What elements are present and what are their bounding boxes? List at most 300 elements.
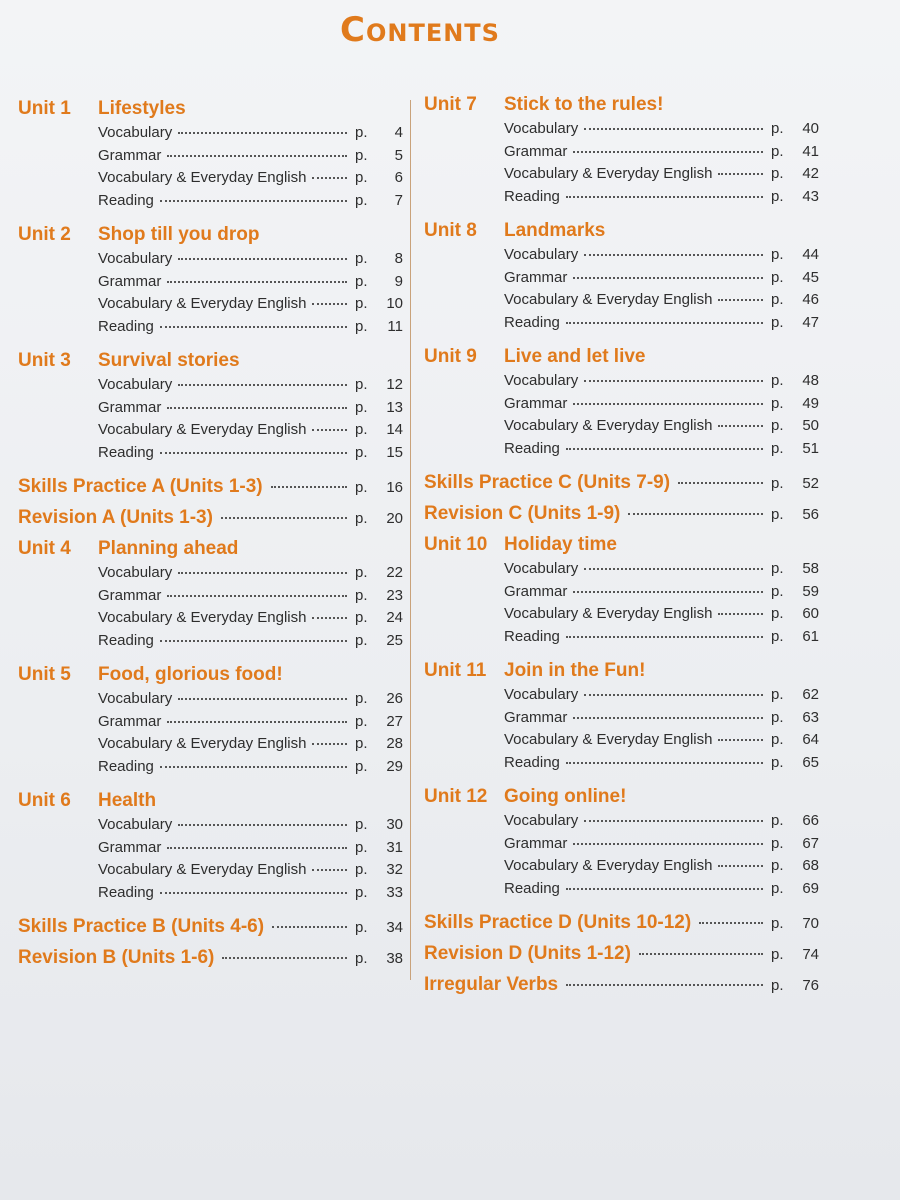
page-prefix: p. xyxy=(771,879,784,897)
unit-heading xyxy=(18,350,403,376)
toc-entry xyxy=(18,250,403,273)
page-number: 5 xyxy=(394,146,403,164)
toc-entry xyxy=(18,399,403,422)
page-number: 67 xyxy=(802,834,819,852)
toc-entry-label: Grammar xyxy=(504,834,568,852)
unit-title: Food, glorious food! xyxy=(98,664,283,685)
page-prefix: p. xyxy=(355,443,368,461)
toc-entry xyxy=(424,269,819,292)
dot-leader xyxy=(178,824,347,826)
dot-leader xyxy=(160,326,347,328)
toc-section-label: Irregular Verbs xyxy=(424,974,559,995)
page-number: 56 xyxy=(802,506,819,523)
page-prefix: p. xyxy=(355,317,368,335)
toc-entry-label: Vocabulary & Everyday English xyxy=(98,169,307,186)
page-prefix: p. xyxy=(355,690,368,707)
page-prefix: p. xyxy=(771,313,784,331)
dot-leader xyxy=(178,258,347,260)
toc-entry-label: Vocabulary & Everyday English xyxy=(504,605,713,622)
unit-number: Unit 4 xyxy=(18,538,71,559)
toc-entry xyxy=(18,861,403,884)
page-number: 29 xyxy=(386,757,403,775)
page-number: 58 xyxy=(802,560,819,577)
toc-entry-label: Reading xyxy=(98,191,154,209)
page-prefix: p. xyxy=(355,272,368,290)
toc-entry-label: Grammar xyxy=(504,142,568,160)
toc-section-label: Revision B (Units 1-6) xyxy=(18,947,215,968)
toc-section-label: Revision C (Units 1-9) xyxy=(424,503,621,524)
page-number: 10 xyxy=(386,295,403,312)
unit-heading xyxy=(424,220,819,246)
toc-entry-label: Vocabulary & Everyday English xyxy=(504,291,713,308)
unit-section xyxy=(18,538,403,654)
toc-entry-label: Vocabulary & Everyday English xyxy=(98,421,307,438)
toc-entry-label: Grammar xyxy=(98,146,162,164)
toc-entry-label: Grammar xyxy=(504,268,568,286)
dot-leader xyxy=(584,128,763,130)
dot-leader xyxy=(639,953,763,955)
unit-section xyxy=(424,94,819,210)
toc-entry-label: Vocabulary xyxy=(98,564,173,581)
toc-entry xyxy=(18,690,403,713)
unit-heading xyxy=(424,786,819,812)
page-number: 42 xyxy=(802,165,819,182)
toc-entry-label: Grammar xyxy=(98,712,162,730)
page-number: 65 xyxy=(802,753,819,771)
dot-leader xyxy=(566,196,763,198)
toc-entry-label: Vocabulary & Everyday English xyxy=(98,735,307,752)
toc-entry xyxy=(18,376,403,399)
unit-title: Holiday time xyxy=(504,534,617,555)
page-number: 62 xyxy=(802,686,819,703)
dot-leader xyxy=(222,957,347,959)
unit-heading xyxy=(424,346,819,372)
unit-number: Unit 6 xyxy=(18,790,71,811)
toc-entry-label: Grammar xyxy=(98,272,162,290)
page-prefix: p. xyxy=(771,731,784,748)
toc-entry xyxy=(18,421,403,444)
unit-title: Join in the Fun! xyxy=(504,660,646,681)
toc-entry xyxy=(18,147,403,170)
toc-entry xyxy=(424,246,819,269)
unit-title: Health xyxy=(98,790,157,811)
toc-entry xyxy=(18,273,403,296)
dot-leader xyxy=(312,303,347,305)
dot-leader xyxy=(718,865,763,867)
toc-entry-label: Vocabulary xyxy=(98,250,173,267)
unit-section xyxy=(424,534,819,650)
dot-leader xyxy=(167,155,347,157)
page-prefix: p. xyxy=(771,708,784,726)
page-prefix: p. xyxy=(771,753,784,771)
page-prefix: p. xyxy=(771,627,784,645)
page-number: 30 xyxy=(386,816,403,833)
toc-entry-label: Reading xyxy=(504,627,560,645)
unit-title: Planning ahead xyxy=(98,538,239,559)
toc-entry xyxy=(18,444,403,467)
page-number: 60 xyxy=(802,605,819,622)
dot-leader xyxy=(160,640,347,642)
page-prefix: p. xyxy=(355,295,368,312)
page-number: 7 xyxy=(394,191,403,209)
dot-leader xyxy=(718,425,763,427)
dot-leader xyxy=(584,380,763,382)
page-prefix: p. xyxy=(355,510,368,527)
toc-entry xyxy=(424,314,819,337)
toc-entry-label: Vocabulary & Everyday English xyxy=(504,417,713,434)
toc-entry-label: Vocabulary xyxy=(98,376,173,393)
page-number: 8 xyxy=(394,250,403,267)
unit-heading xyxy=(18,790,403,816)
page-prefix: p. xyxy=(771,291,784,308)
toc-entry xyxy=(424,628,819,651)
page-number: 66 xyxy=(802,812,819,829)
unit-section xyxy=(424,346,819,462)
dot-leader xyxy=(167,847,347,849)
dot-leader xyxy=(566,762,763,764)
page-title: Contents xyxy=(340,10,500,50)
dot-leader xyxy=(566,636,763,638)
page-prefix: p. xyxy=(771,268,784,286)
page-prefix: p. xyxy=(355,191,368,209)
toc-entry-label: Vocabulary & Everyday English xyxy=(98,609,307,626)
toc-entry-label: Reading xyxy=(504,439,560,457)
page-prefix: p. xyxy=(771,915,784,932)
toc-entry-label: Grammar xyxy=(504,582,568,600)
unit-heading xyxy=(18,98,403,124)
dot-leader xyxy=(160,452,347,454)
toc-entry-label: Vocabulary xyxy=(504,812,579,829)
page-prefix: p. xyxy=(355,124,368,141)
unit-section xyxy=(424,660,819,776)
dot-leader xyxy=(312,617,347,619)
page-number: 33 xyxy=(386,883,403,901)
page-number: 50 xyxy=(802,417,819,434)
toc-entry xyxy=(18,295,403,318)
unit-number: Unit 11 xyxy=(424,660,487,681)
page-prefix: p. xyxy=(355,586,368,604)
toc-section-label: Skills Practice A (Units 1-3) xyxy=(18,476,263,497)
page-prefix: p. xyxy=(771,582,784,600)
page-number: 26 xyxy=(386,690,403,707)
page-prefix: p. xyxy=(771,439,784,457)
dot-leader xyxy=(312,429,347,431)
dot-leader xyxy=(699,922,763,924)
toc-section-label: Skills Practice B (Units 4-6) xyxy=(18,916,265,937)
unit-heading xyxy=(18,538,403,564)
dot-leader xyxy=(584,820,763,822)
unit-section xyxy=(18,224,403,340)
page-number: 11 xyxy=(387,317,403,335)
page-prefix: p. xyxy=(355,250,368,267)
page-prefix: p. xyxy=(771,372,784,389)
toc-entry-label: Grammar xyxy=(504,708,568,726)
toc-entry xyxy=(18,816,403,839)
page-number: 41 xyxy=(802,142,819,160)
unit-heading xyxy=(18,224,403,250)
page-number: 16 xyxy=(386,479,403,496)
page-prefix: p. xyxy=(355,631,368,649)
unit-heading xyxy=(424,534,819,560)
page-prefix: p. xyxy=(355,712,368,730)
page-number: 13 xyxy=(386,398,403,416)
page-prefix: p. xyxy=(355,861,368,878)
page-prefix: p. xyxy=(771,165,784,182)
dot-leader xyxy=(221,517,347,519)
toc-entry xyxy=(18,587,403,610)
dot-leader xyxy=(160,766,347,768)
toc-entry-label: Reading xyxy=(504,313,560,331)
toc-entry xyxy=(424,709,819,732)
dot-leader xyxy=(584,254,763,256)
page-prefix: p. xyxy=(355,376,368,393)
page-prefix: p. xyxy=(355,838,368,856)
toc-entry xyxy=(18,192,403,215)
page-number: 15 xyxy=(386,443,403,461)
toc-entry-label: Vocabulary & Everyday English xyxy=(98,295,307,312)
toc-entry xyxy=(424,188,819,211)
toc-entry xyxy=(18,632,403,655)
page-prefix: p. xyxy=(355,883,368,901)
toc-entry xyxy=(424,560,819,583)
unit-title: Survival stories xyxy=(98,350,240,371)
dot-leader xyxy=(718,173,763,175)
contents-right-column xyxy=(424,94,819,1005)
dot-leader xyxy=(312,177,347,179)
toc-entry xyxy=(424,417,819,440)
dot-leader xyxy=(678,482,763,484)
page-number: 52 xyxy=(802,475,819,492)
unit-section xyxy=(424,220,819,336)
page-prefix: p. xyxy=(355,919,368,936)
toc-entry xyxy=(424,754,819,777)
page-number: 6 xyxy=(394,169,403,186)
page-prefix: p. xyxy=(771,977,784,994)
toc-entry xyxy=(424,120,819,143)
page-number: 22 xyxy=(386,564,403,581)
dot-leader xyxy=(573,403,763,405)
page-prefix: p. xyxy=(771,812,784,829)
dot-leader xyxy=(178,572,347,574)
page-number: 27 xyxy=(386,712,403,730)
dot-leader xyxy=(272,926,347,928)
toc-entry xyxy=(424,605,819,628)
dot-leader xyxy=(271,486,347,488)
unit-number: Unit 8 xyxy=(424,220,477,241)
toc-entry-label: Vocabulary xyxy=(504,686,579,703)
toc-entry xyxy=(18,609,403,632)
dot-leader xyxy=(628,513,763,515)
toc-entry-label: Vocabulary xyxy=(504,246,579,263)
unit-heading xyxy=(18,664,403,690)
toc-entry xyxy=(18,564,403,587)
page-number: 20 xyxy=(386,510,403,527)
unit-number: Unit 5 xyxy=(18,664,71,685)
page-prefix: p. xyxy=(355,479,368,496)
page-prefix: p. xyxy=(771,417,784,434)
toc-entry-label: Vocabulary xyxy=(504,120,579,137)
toc-entry xyxy=(424,857,819,880)
toc-entry xyxy=(18,318,403,341)
toc-entry xyxy=(424,583,819,606)
page-prefix: p. xyxy=(771,834,784,852)
page-number: 4 xyxy=(394,124,403,141)
page-prefix: p. xyxy=(355,421,368,438)
page-prefix: p. xyxy=(771,142,784,160)
page-prefix: p. xyxy=(771,187,784,205)
toc-section-entry xyxy=(424,472,819,503)
unit-number: Unit 3 xyxy=(18,350,71,371)
toc-section-entry xyxy=(18,476,403,507)
toc-entry-label: Vocabulary xyxy=(98,690,173,707)
toc-entry-label: Vocabulary xyxy=(504,372,579,389)
page-prefix: p. xyxy=(771,506,784,523)
page-prefix: p. xyxy=(771,120,784,137)
page-prefix: p. xyxy=(771,857,784,874)
dot-leader xyxy=(718,299,763,301)
dot-leader xyxy=(566,888,763,890)
toc-entry xyxy=(424,143,819,166)
toc-section-entry xyxy=(18,916,403,947)
unit-heading xyxy=(424,94,819,120)
toc-section-entry xyxy=(424,974,819,1005)
toc-entry xyxy=(424,372,819,395)
page-number: 32 xyxy=(386,861,403,878)
unit-number: Unit 1 xyxy=(18,98,71,119)
unit-section xyxy=(18,350,403,466)
unit-number: Unit 9 xyxy=(424,346,477,367)
dot-leader xyxy=(167,595,347,597)
toc-entry-label: Reading xyxy=(504,753,560,771)
dot-leader xyxy=(178,698,347,700)
toc-entry-label: Reading xyxy=(98,443,154,461)
dot-leader xyxy=(584,568,763,570)
unit-heading xyxy=(424,660,819,686)
page-prefix: p. xyxy=(355,146,368,164)
page-number: 14 xyxy=(386,421,403,438)
toc-entry xyxy=(18,884,403,907)
toc-section-entry xyxy=(424,503,819,534)
toc-entry xyxy=(424,395,819,418)
toc-section-label: Revision D (Units 1-12) xyxy=(424,943,631,964)
dot-leader xyxy=(566,448,763,450)
toc-entry-label: Reading xyxy=(504,879,560,897)
unit-section xyxy=(18,664,403,780)
unit-number: Unit 2 xyxy=(18,224,71,245)
page-prefix: p. xyxy=(355,757,368,775)
dot-leader xyxy=(178,132,347,134)
page-number: 70 xyxy=(802,915,819,932)
page-number: 64 xyxy=(802,731,819,748)
page-number: 63 xyxy=(802,708,819,726)
toc-entry-label: Grammar xyxy=(98,838,162,856)
page-number: 24 xyxy=(386,609,403,626)
toc-entry-label: Vocabulary xyxy=(98,816,173,833)
page-number: 43 xyxy=(802,187,819,205)
unit-number: Unit 10 xyxy=(424,534,488,555)
toc-entry-label: Vocabulary & Everyday English xyxy=(98,861,307,878)
toc-entry-label: Reading xyxy=(98,631,154,649)
page-number: 61 xyxy=(802,627,819,645)
toc-entry-label: Vocabulary xyxy=(504,560,579,577)
toc-entry-label: Grammar xyxy=(98,586,162,604)
toc-entry xyxy=(424,291,819,314)
page-number: 12 xyxy=(386,376,403,393)
toc-entry xyxy=(18,758,403,781)
toc-entry xyxy=(18,839,403,862)
page-number: 28 xyxy=(386,735,403,752)
toc-section-label: Skills Practice D (Units 10-12) xyxy=(424,912,692,933)
page-number: 76 xyxy=(802,977,819,994)
page-number: 59 xyxy=(802,582,819,600)
page-prefix: p. xyxy=(355,735,368,752)
toc-entry xyxy=(18,124,403,147)
dot-leader xyxy=(718,739,763,741)
toc-section-label: Skills Practice C (Units 7-9) xyxy=(424,472,671,493)
dot-leader xyxy=(312,743,347,745)
toc-entry-label: Grammar xyxy=(98,398,162,416)
dot-leader xyxy=(718,613,763,615)
unit-title: Landmarks xyxy=(504,220,606,241)
page-number: 49 xyxy=(802,394,819,412)
toc-entry xyxy=(424,686,819,709)
toc-entry xyxy=(424,880,819,903)
toc-entry-label: Reading xyxy=(98,757,154,775)
page-number: 74 xyxy=(802,946,819,963)
unit-title: Lifestyles xyxy=(98,98,186,119)
toc-section-entry xyxy=(18,507,403,538)
page-prefix: p. xyxy=(771,246,784,263)
dot-leader xyxy=(573,843,763,845)
unit-section xyxy=(424,786,819,902)
page-prefix: p. xyxy=(771,686,784,703)
toc-entry xyxy=(424,165,819,188)
unit-title: Stick to the rules! xyxy=(504,94,664,115)
page-prefix: p. xyxy=(355,816,368,833)
toc-entry xyxy=(18,713,403,736)
toc-entry-label: Vocabulary & Everyday English xyxy=(504,857,713,874)
page-number: 46 xyxy=(802,291,819,308)
dot-leader xyxy=(160,892,347,894)
dot-leader xyxy=(573,277,763,279)
toc-section-entry xyxy=(424,912,819,943)
page-prefix: p. xyxy=(771,394,784,412)
dot-leader xyxy=(584,694,763,696)
dot-leader xyxy=(573,151,763,153)
toc-entry-label: Vocabulary & Everyday English xyxy=(504,731,713,748)
toc-entry xyxy=(424,835,819,858)
page-prefix: p. xyxy=(771,605,784,622)
toc-section-label: Revision A (Units 1-3) xyxy=(18,507,213,528)
unit-section xyxy=(18,790,403,906)
page-prefix: p. xyxy=(771,560,784,577)
toc-entry-label: Reading xyxy=(504,187,560,205)
toc-entry-label: Vocabulary xyxy=(98,124,173,141)
toc-entry xyxy=(424,440,819,463)
dot-leader xyxy=(566,984,763,986)
page-prefix: p. xyxy=(771,475,784,492)
toc-section-entry xyxy=(18,947,403,978)
toc-entry-label: Grammar xyxy=(504,394,568,412)
dot-leader xyxy=(178,384,347,386)
contents-left-column xyxy=(18,98,403,978)
toc-entry xyxy=(424,812,819,835)
page-number: 44 xyxy=(802,246,819,263)
page-number: 34 xyxy=(386,919,403,936)
page-number: 47 xyxy=(802,313,819,331)
dot-leader xyxy=(573,591,763,593)
toc-entry xyxy=(18,169,403,192)
